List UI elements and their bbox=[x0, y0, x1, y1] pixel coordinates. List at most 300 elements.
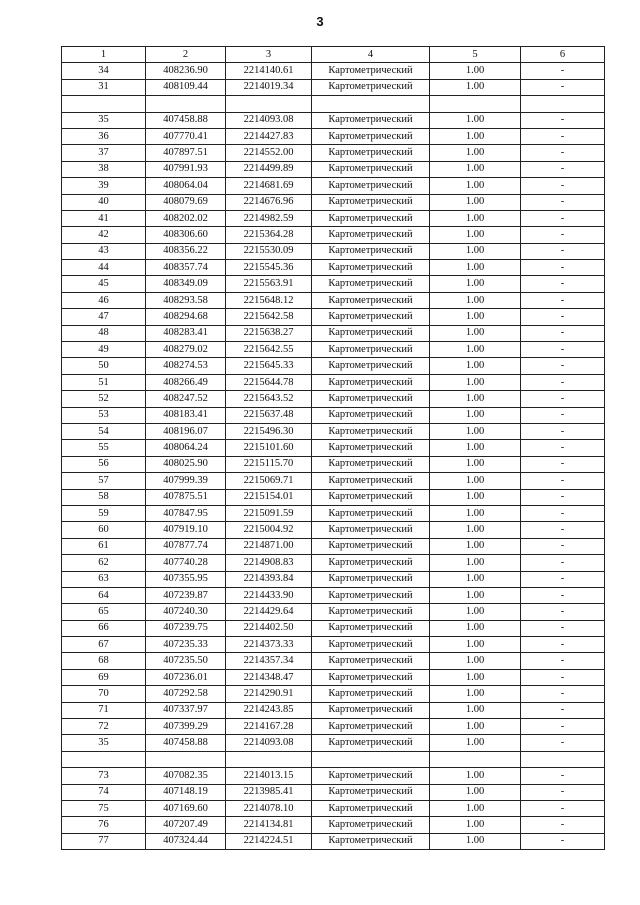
table-row bbox=[62, 227, 605, 243]
point-number-cell: 56 bbox=[62, 456, 146, 472]
description-cell: - bbox=[521, 620, 605, 636]
x-coordinate-cell: 408306.60 bbox=[146, 227, 226, 243]
accuracy-cell bbox=[430, 96, 521, 112]
method-cell: Картометрический bbox=[312, 440, 430, 456]
accuracy-cell: 1.00 bbox=[430, 161, 521, 177]
y-coordinate-cell: 2215101.60 bbox=[226, 440, 312, 456]
point-number-cell: 57 bbox=[62, 473, 146, 489]
method-cell: Картометрический bbox=[312, 571, 430, 587]
x-coordinate-cell: 407236.01 bbox=[146, 669, 226, 685]
table-row bbox=[62, 800, 605, 816]
description-cell bbox=[521, 751, 605, 767]
point-number-cell: 52 bbox=[62, 391, 146, 407]
point-number-cell: 54 bbox=[62, 423, 146, 439]
table-row bbox=[62, 653, 605, 669]
x-coordinate-cell: 408294.68 bbox=[146, 309, 226, 325]
point-number-cell: 35 bbox=[62, 735, 146, 751]
column-header: 4 bbox=[312, 47, 430, 63]
y-coordinate-cell: 2215645.33 bbox=[226, 358, 312, 374]
point-number-cell: 76 bbox=[62, 817, 146, 833]
y-coordinate-cell: 2214908.83 bbox=[226, 555, 312, 571]
description-cell: - bbox=[521, 735, 605, 751]
y-coordinate-cell: 2215364.28 bbox=[226, 227, 312, 243]
accuracy-cell: 1.00 bbox=[430, 735, 521, 751]
y-coordinate-cell: 2214224.51 bbox=[226, 833, 312, 849]
x-coordinate-cell: 407324.44 bbox=[146, 833, 226, 849]
y-coordinate-cell: 2214013.15 bbox=[226, 768, 312, 784]
method-cell: Картометрический bbox=[312, 505, 430, 521]
point-number-cell: 72 bbox=[62, 719, 146, 735]
point-number-cell: 62 bbox=[62, 555, 146, 571]
point-number-cell: 73 bbox=[62, 768, 146, 784]
table-row bbox=[62, 505, 605, 521]
point-number-cell: 77 bbox=[62, 833, 146, 849]
method-cell: Картометрический bbox=[312, 489, 430, 505]
table-row bbox=[62, 784, 605, 800]
description-cell: - bbox=[521, 276, 605, 292]
accuracy-cell: 1.00 bbox=[430, 555, 521, 571]
table-row bbox=[62, 161, 605, 177]
description-cell: - bbox=[521, 653, 605, 669]
y-coordinate-cell: 2215563.91 bbox=[226, 276, 312, 292]
x-coordinate-cell: 407458.88 bbox=[146, 112, 226, 128]
y-coordinate-cell: 2215496.30 bbox=[226, 423, 312, 439]
accuracy-cell: 1.00 bbox=[430, 669, 521, 685]
y-coordinate-cell: 2215115.70 bbox=[226, 456, 312, 472]
x-coordinate-cell: 408064.24 bbox=[146, 440, 226, 456]
y-coordinate-cell: 2215637.48 bbox=[226, 407, 312, 423]
accuracy-cell: 1.00 bbox=[430, 145, 521, 161]
accuracy-cell: 1.00 bbox=[430, 702, 521, 718]
x-coordinate-cell bbox=[146, 751, 226, 767]
description-cell: - bbox=[521, 407, 605, 423]
method-cell: Картометрический bbox=[312, 620, 430, 636]
y-coordinate-cell: 2214243.85 bbox=[226, 702, 312, 718]
table-row bbox=[62, 456, 605, 472]
x-coordinate-cell: 408266.49 bbox=[146, 374, 226, 390]
description-cell: - bbox=[521, 555, 605, 571]
method-cell: Картометрический bbox=[312, 702, 430, 718]
description-cell: - bbox=[521, 768, 605, 784]
description-cell: - bbox=[521, 342, 605, 358]
description-cell: - bbox=[521, 243, 605, 259]
description-cell: - bbox=[521, 440, 605, 456]
accuracy-cell: 1.00 bbox=[430, 374, 521, 390]
description-cell: - bbox=[521, 538, 605, 554]
x-coordinate-cell: 407399.29 bbox=[146, 719, 226, 735]
y-coordinate-cell: 2215644.78 bbox=[226, 374, 312, 390]
table-row bbox=[62, 260, 605, 276]
method-cell: Картометрический bbox=[312, 325, 430, 341]
accuracy-cell: 1.00 bbox=[430, 260, 521, 276]
y-coordinate-cell: 2214393.84 bbox=[226, 571, 312, 587]
description-cell: - bbox=[521, 145, 605, 161]
table-row bbox=[62, 604, 605, 620]
table-row bbox=[62, 440, 605, 456]
point-number-cell: 49 bbox=[62, 342, 146, 358]
description-cell: - bbox=[521, 784, 605, 800]
table-row bbox=[62, 669, 605, 685]
accuracy-cell: 1.00 bbox=[430, 768, 521, 784]
point-number-cell: 64 bbox=[62, 587, 146, 603]
method-cell: Картометрический bbox=[312, 817, 430, 833]
point-number-cell: 44 bbox=[62, 260, 146, 276]
point-number-cell: 63 bbox=[62, 571, 146, 587]
point-number-cell: 34 bbox=[62, 63, 146, 79]
accuracy-cell: 1.00 bbox=[430, 571, 521, 587]
x-coordinate-cell: 408109.44 bbox=[146, 79, 226, 95]
x-coordinate-cell: 408349.09 bbox=[146, 276, 226, 292]
table-row bbox=[62, 702, 605, 718]
x-coordinate-cell: 407239.87 bbox=[146, 587, 226, 603]
point-number-cell: 45 bbox=[62, 276, 146, 292]
x-coordinate-cell: 407082.35 bbox=[146, 768, 226, 784]
table-row bbox=[62, 96, 605, 112]
table-row bbox=[62, 145, 605, 161]
accuracy-cell: 1.00 bbox=[430, 342, 521, 358]
table-row bbox=[62, 423, 605, 439]
method-cell: Картометрический bbox=[312, 719, 430, 735]
accuracy-cell: 1.00 bbox=[430, 719, 521, 735]
table-row bbox=[62, 587, 605, 603]
point-number-cell: 66 bbox=[62, 620, 146, 636]
x-coordinate-cell: 407919.10 bbox=[146, 522, 226, 538]
point-number-cell: 42 bbox=[62, 227, 146, 243]
x-coordinate-cell: 407239.75 bbox=[146, 620, 226, 636]
method-cell: Картометрический bbox=[312, 768, 430, 784]
y-coordinate-cell: 2214552.00 bbox=[226, 145, 312, 161]
method-cell: Картометрический bbox=[312, 358, 430, 374]
x-coordinate-cell: 408079.69 bbox=[146, 194, 226, 210]
method-cell: Картометрический bbox=[312, 276, 430, 292]
x-coordinate-cell: 407292.58 bbox=[146, 686, 226, 702]
table-row bbox=[62, 571, 605, 587]
y-coordinate-cell: 2214167.28 bbox=[226, 719, 312, 735]
table-row bbox=[62, 817, 605, 833]
description-cell: - bbox=[521, 719, 605, 735]
point-number-cell bbox=[62, 96, 146, 112]
y-coordinate-cell: 2214676.96 bbox=[226, 194, 312, 210]
y-coordinate-cell: 2215642.55 bbox=[226, 342, 312, 358]
accuracy-cell: 1.00 bbox=[430, 505, 521, 521]
table-row bbox=[62, 374, 605, 390]
point-number-cell: 35 bbox=[62, 112, 146, 128]
x-coordinate-cell: 408064.04 bbox=[146, 178, 226, 194]
description-cell: - bbox=[521, 473, 605, 489]
accuracy-cell: 1.00 bbox=[430, 784, 521, 800]
accuracy-cell: 1.00 bbox=[430, 522, 521, 538]
x-coordinate-cell: 407148.19 bbox=[146, 784, 226, 800]
x-coordinate-cell: 407991.93 bbox=[146, 161, 226, 177]
y-coordinate-cell bbox=[226, 96, 312, 112]
point-number-cell: 51 bbox=[62, 374, 146, 390]
point-number-cell: 59 bbox=[62, 505, 146, 521]
y-coordinate-cell: 2215154.01 bbox=[226, 489, 312, 505]
x-coordinate-cell: 408236.90 bbox=[146, 63, 226, 79]
method-cell: Картометрический bbox=[312, 587, 430, 603]
method-cell: Картометрический bbox=[312, 473, 430, 489]
table-row bbox=[62, 407, 605, 423]
table-row bbox=[62, 128, 605, 144]
column-header: 5 bbox=[430, 47, 521, 63]
accuracy-cell: 1.00 bbox=[430, 686, 521, 702]
table-row bbox=[62, 637, 605, 653]
x-coordinate-cell: 408025.90 bbox=[146, 456, 226, 472]
table-row bbox=[62, 342, 605, 358]
page-number: 3 bbox=[316, 14, 324, 29]
point-number-cell: 53 bbox=[62, 407, 146, 423]
x-coordinate-cell: 407337.97 bbox=[146, 702, 226, 718]
description-cell: - bbox=[521, 587, 605, 603]
method-cell: Картометрический bbox=[312, 63, 430, 79]
description-cell: - bbox=[521, 800, 605, 816]
y-coordinate-cell: 2214357.34 bbox=[226, 653, 312, 669]
x-coordinate-cell: 408202.02 bbox=[146, 210, 226, 226]
point-number-cell: 40 bbox=[62, 194, 146, 210]
x-coordinate-cell: 408293.58 bbox=[146, 292, 226, 308]
table-row bbox=[62, 391, 605, 407]
method-cell: Картометрический bbox=[312, 555, 430, 571]
accuracy-cell bbox=[430, 751, 521, 767]
method-cell: Картометрический bbox=[312, 210, 430, 226]
accuracy-cell: 1.00 bbox=[430, 63, 521, 79]
y-coordinate-cell: 2215069.71 bbox=[226, 473, 312, 489]
description-cell bbox=[521, 96, 605, 112]
point-number-cell: 75 bbox=[62, 800, 146, 816]
column-header: 3 bbox=[226, 47, 312, 63]
description-cell: - bbox=[521, 489, 605, 505]
column-header: 2 bbox=[146, 47, 226, 63]
description-cell: - bbox=[521, 686, 605, 702]
y-coordinate-cell: 2215642.58 bbox=[226, 309, 312, 325]
accuracy-cell: 1.00 bbox=[430, 391, 521, 407]
method-cell: Картометрический bbox=[312, 735, 430, 751]
x-coordinate-cell: 407999.39 bbox=[146, 473, 226, 489]
accuracy-cell: 1.00 bbox=[430, 128, 521, 144]
accuracy-cell: 1.00 bbox=[430, 292, 521, 308]
method-cell: Картометрический bbox=[312, 391, 430, 407]
point-number-cell: 47 bbox=[62, 309, 146, 325]
y-coordinate-cell: 2214871.00 bbox=[226, 538, 312, 554]
table-row bbox=[62, 63, 605, 79]
description-cell: - bbox=[521, 522, 605, 538]
point-number-cell bbox=[62, 751, 146, 767]
method-cell: Картометрический bbox=[312, 423, 430, 439]
y-coordinate-cell: 2215638.27 bbox=[226, 325, 312, 341]
method-cell: Картометрический bbox=[312, 227, 430, 243]
description-cell: - bbox=[521, 210, 605, 226]
table-row bbox=[62, 309, 605, 325]
point-number-cell: 60 bbox=[62, 522, 146, 538]
accuracy-cell: 1.00 bbox=[430, 489, 521, 505]
method-cell: Картометрический bbox=[312, 522, 430, 538]
table-row bbox=[62, 620, 605, 636]
description-cell: - bbox=[521, 112, 605, 128]
accuracy-cell: 1.00 bbox=[430, 243, 521, 259]
table-row bbox=[62, 112, 605, 128]
accuracy-cell: 1.00 bbox=[430, 423, 521, 439]
accuracy-cell: 1.00 bbox=[430, 604, 521, 620]
y-coordinate-cell: 2214093.08 bbox=[226, 735, 312, 751]
table-row bbox=[62, 489, 605, 505]
x-coordinate-cell: 407235.33 bbox=[146, 637, 226, 653]
accuracy-cell: 1.00 bbox=[430, 620, 521, 636]
x-coordinate-cell: 408183.41 bbox=[146, 407, 226, 423]
x-coordinate-cell: 408196.07 bbox=[146, 423, 226, 439]
y-coordinate-cell: 2215004.92 bbox=[226, 522, 312, 538]
accuracy-cell: 1.00 bbox=[430, 276, 521, 292]
y-coordinate-cell: 2214982.59 bbox=[226, 210, 312, 226]
table-body bbox=[62, 47, 605, 850]
y-coordinate-cell: 2215545.36 bbox=[226, 260, 312, 276]
method-cell: Картометрический bbox=[312, 800, 430, 816]
method-cell: Картометрический bbox=[312, 407, 430, 423]
y-coordinate-cell: 2213985.41 bbox=[226, 784, 312, 800]
method-cell: Картометрический bbox=[312, 653, 430, 669]
point-number-cell: 68 bbox=[62, 653, 146, 669]
description-cell: - bbox=[521, 292, 605, 308]
description-cell: - bbox=[521, 325, 605, 341]
accuracy-cell: 1.00 bbox=[430, 473, 521, 489]
method-cell: Картометрический bbox=[312, 686, 430, 702]
point-number-cell: 55 bbox=[62, 440, 146, 456]
x-coordinate-cell: 408274.53 bbox=[146, 358, 226, 374]
x-coordinate-cell: 407897.51 bbox=[146, 145, 226, 161]
y-coordinate-cell: 2214681.69 bbox=[226, 178, 312, 194]
description-cell: - bbox=[521, 309, 605, 325]
y-coordinate-cell: 2214433.90 bbox=[226, 587, 312, 603]
description-cell: - bbox=[521, 227, 605, 243]
point-number-cell: 43 bbox=[62, 243, 146, 259]
description-cell: - bbox=[521, 161, 605, 177]
point-number-cell: 41 bbox=[62, 210, 146, 226]
table-row bbox=[62, 473, 605, 489]
table-row bbox=[62, 276, 605, 292]
point-number-cell: 38 bbox=[62, 161, 146, 177]
accuracy-cell: 1.00 bbox=[430, 440, 521, 456]
accuracy-cell: 1.00 bbox=[430, 817, 521, 833]
y-coordinate-cell: 2214134.81 bbox=[226, 817, 312, 833]
method-cell: Картометрический bbox=[312, 833, 430, 849]
y-coordinate-cell: 2214499.89 bbox=[226, 161, 312, 177]
y-coordinate-cell: 2214373.33 bbox=[226, 637, 312, 653]
table-row bbox=[62, 178, 605, 194]
x-coordinate-cell: 407875.51 bbox=[146, 489, 226, 505]
column-header: 1 bbox=[62, 47, 146, 63]
method-cell: Картометрический bbox=[312, 309, 430, 325]
accuracy-cell: 1.00 bbox=[430, 637, 521, 653]
coordinates-table bbox=[61, 46, 605, 850]
point-number-cell: 67 bbox=[62, 637, 146, 653]
table-row bbox=[62, 555, 605, 571]
method-cell: Картометрический bbox=[312, 604, 430, 620]
x-coordinate-cell: 407240.30 bbox=[146, 604, 226, 620]
x-coordinate-cell: 407740.28 bbox=[146, 555, 226, 571]
method-cell: Картометрический bbox=[312, 637, 430, 653]
table-row bbox=[62, 768, 605, 784]
accuracy-cell: 1.00 bbox=[430, 210, 521, 226]
description-cell: - bbox=[521, 456, 605, 472]
description-cell: - bbox=[521, 604, 605, 620]
table-row bbox=[62, 292, 605, 308]
description-cell: - bbox=[521, 817, 605, 833]
table-row bbox=[62, 735, 605, 751]
table-row bbox=[62, 522, 605, 538]
point-number-cell: 50 bbox=[62, 358, 146, 374]
point-number-cell: 36 bbox=[62, 128, 146, 144]
description-cell: - bbox=[521, 79, 605, 95]
method-cell: Картометрический bbox=[312, 79, 430, 95]
x-coordinate-cell: 407169.60 bbox=[146, 800, 226, 816]
accuracy-cell: 1.00 bbox=[430, 325, 521, 341]
table-row bbox=[62, 686, 605, 702]
description-cell: - bbox=[521, 833, 605, 849]
method-cell: Картометрический bbox=[312, 178, 430, 194]
x-coordinate-cell bbox=[146, 96, 226, 112]
point-number-cell: 65 bbox=[62, 604, 146, 620]
y-coordinate-cell: 2215530.09 bbox=[226, 243, 312, 259]
y-coordinate-cell: 2214140.61 bbox=[226, 63, 312, 79]
description-cell: - bbox=[521, 391, 605, 407]
table-row bbox=[62, 243, 605, 259]
accuracy-cell: 1.00 bbox=[430, 194, 521, 210]
method-cell: Картометрический bbox=[312, 292, 430, 308]
accuracy-cell: 1.00 bbox=[430, 407, 521, 423]
method-cell: Картометрический bbox=[312, 161, 430, 177]
accuracy-cell: 1.00 bbox=[430, 112, 521, 128]
y-coordinate-cell: 2214290.91 bbox=[226, 686, 312, 702]
y-coordinate-cell: 2215091.59 bbox=[226, 505, 312, 521]
method-cell: Картометрический bbox=[312, 374, 430, 390]
description-cell: - bbox=[521, 194, 605, 210]
method-cell bbox=[312, 96, 430, 112]
method-cell: Картометрический bbox=[312, 538, 430, 554]
table-row bbox=[62, 358, 605, 374]
accuracy-cell: 1.00 bbox=[430, 456, 521, 472]
description-cell: - bbox=[521, 178, 605, 194]
point-number-cell: 46 bbox=[62, 292, 146, 308]
description-cell: - bbox=[521, 505, 605, 521]
accuracy-cell: 1.00 bbox=[430, 358, 521, 374]
accuracy-cell: 1.00 bbox=[430, 178, 521, 194]
description-cell: - bbox=[521, 374, 605, 390]
accuracy-cell: 1.00 bbox=[430, 653, 521, 669]
table-row bbox=[62, 538, 605, 554]
method-cell: Картометрический bbox=[312, 260, 430, 276]
y-coordinate-cell: 2214348.47 bbox=[226, 669, 312, 685]
y-coordinate-cell: 2214427.83 bbox=[226, 128, 312, 144]
point-number-cell: 70 bbox=[62, 686, 146, 702]
x-coordinate-cell: 407458.88 bbox=[146, 735, 226, 751]
accuracy-cell: 1.00 bbox=[430, 800, 521, 816]
method-cell: Картометрический bbox=[312, 128, 430, 144]
method-cell: Картометрический bbox=[312, 342, 430, 358]
x-coordinate-cell: 408356.22 bbox=[146, 243, 226, 259]
x-coordinate-cell: 407847.95 bbox=[146, 505, 226, 521]
point-number-cell: 61 bbox=[62, 538, 146, 554]
accuracy-cell: 1.00 bbox=[430, 538, 521, 554]
method-cell bbox=[312, 751, 430, 767]
y-coordinate-cell: 2215643.52 bbox=[226, 391, 312, 407]
x-coordinate-cell: 408283.41 bbox=[146, 325, 226, 341]
point-number-cell: 71 bbox=[62, 702, 146, 718]
x-coordinate-cell: 407770.41 bbox=[146, 128, 226, 144]
table-row bbox=[62, 210, 605, 226]
y-coordinate-cell: 2214402.50 bbox=[226, 620, 312, 636]
y-coordinate-cell: 2214019.34 bbox=[226, 79, 312, 95]
y-coordinate-cell: 2214078.10 bbox=[226, 800, 312, 816]
description-cell: - bbox=[521, 260, 605, 276]
